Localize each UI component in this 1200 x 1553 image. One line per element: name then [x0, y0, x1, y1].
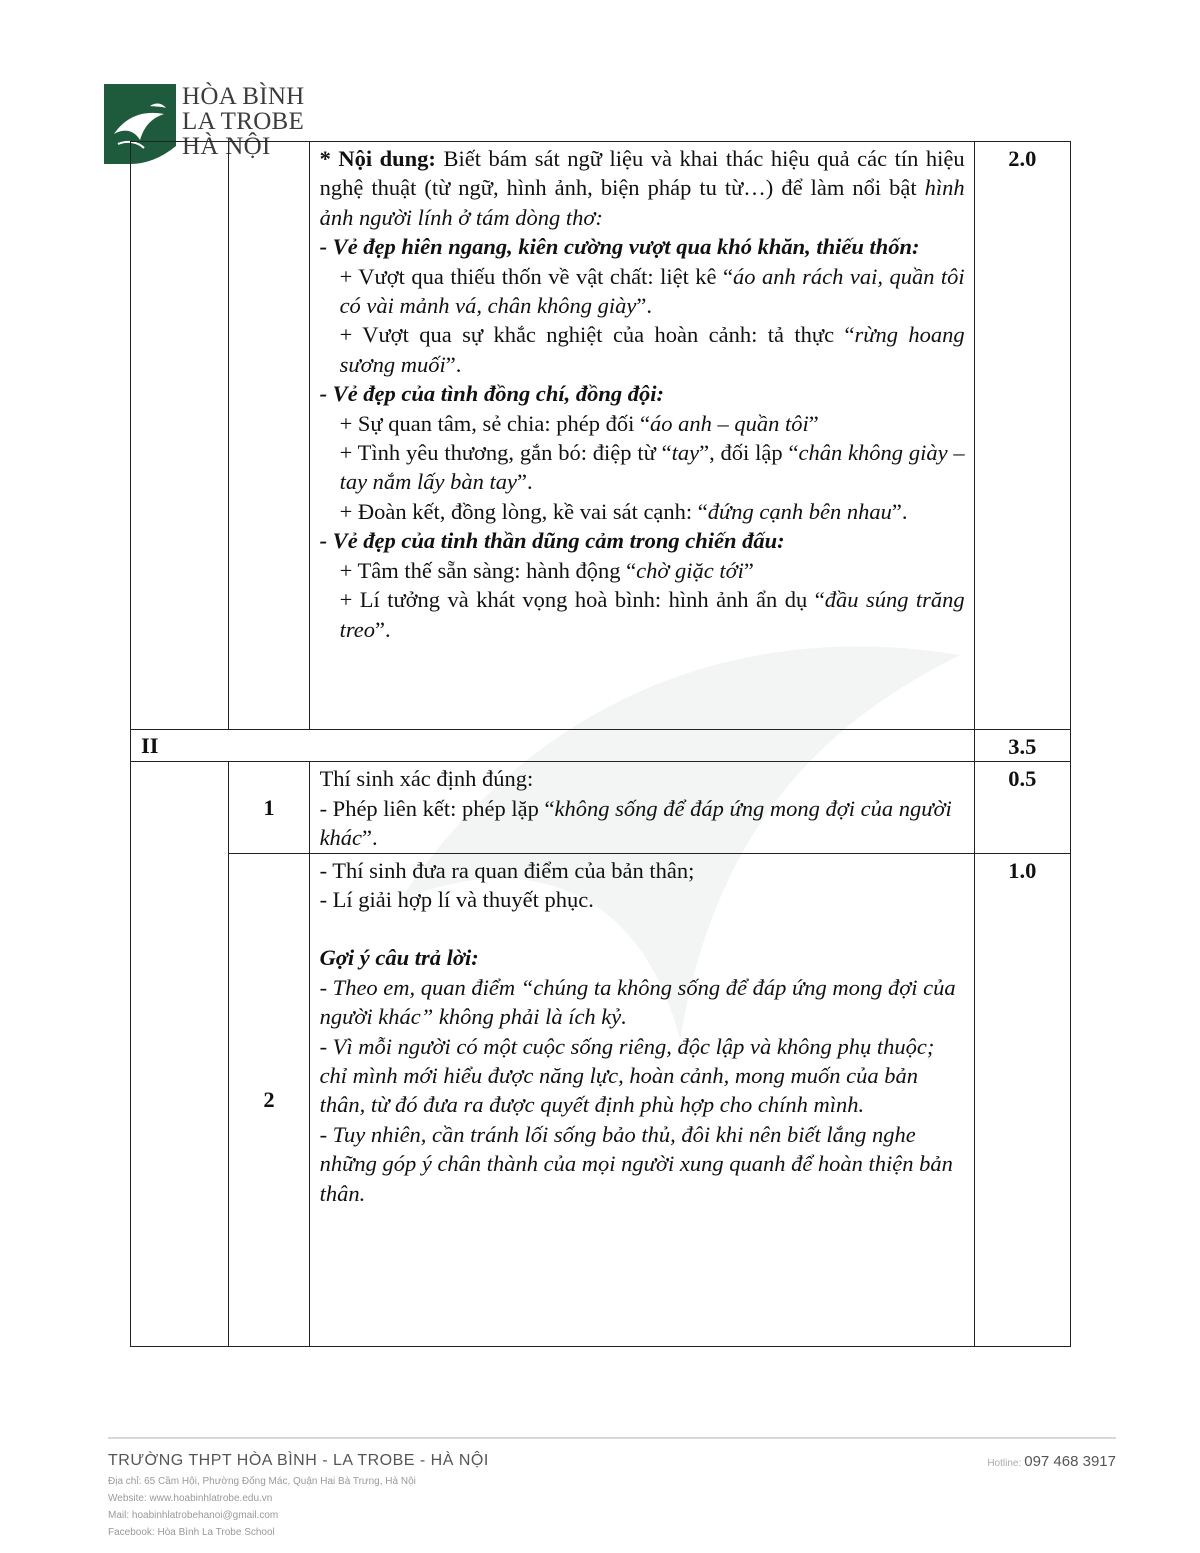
sub-heading-1: - Vẻ đẹp hiên ngang, kiên cường vượt qua khó khăn, thiếu thốn:	[319, 234, 920, 260]
bullet-2-2: + Tình yêu thương, gắn bó: điệp từ “tay”, đối lập “chân không giày – tay nắm lấy bàn tay”.	[339, 440, 965, 495]
hint-3: - Tuy nhiên, cần tránh lối sống bảo thủ, đôi khi nên biết lắng nghe những góp ý chân thành của mọi người xung quanh để hoàn thiện bản thân.	[319, 1121, 953, 1206]
question-number: 1	[229, 762, 309, 853]
heading-label: * Nội dung:	[319, 146, 436, 171]
hint-title: Gợi ý câu trả lời:	[319, 945, 479, 971]
bullet-2-1: + Sự quan tâm, sẻ chia: phép đối “áo anh – quần tôi”	[339, 410, 819, 436]
footer-hotline	[987, 1453, 1116, 1470]
bullet-2-3: + Đoàn kết, đồng lòng, kề vai sát cạnh: “đứng cạnh bên nhau”.	[339, 498, 908, 524]
table-row-section	[131, 730, 1071, 762]
heading-italic: hình ảnh người lính ở tám dòng thơ:	[319, 175, 965, 230]
footer-mail: Mail: hoabinhlatrobehanoi@gmail.com	[108, 1510, 279, 1521]
content-cell	[309, 853, 974, 1346]
logo-line-2: LA TROBE	[182, 108, 305, 135]
hotline-label: Hotline:	[987, 1458, 1022, 1469]
logo-line-3: HÀ NỘI	[182, 133, 271, 160]
answer-key-table	[130, 141, 1071, 1347]
footer-divider	[108, 1437, 1116, 1439]
content-cell	[309, 142, 974, 730]
table-row-q2	[131, 853, 1071, 1346]
question-number: 2	[229, 853, 309, 1346]
footer-website: Website: www.hoabinhlatrobe.edu.vn	[108, 1493, 273, 1504]
empty-cell	[131, 762, 229, 1346]
sub-heading-3: - Vẻ đẹp của tinh thần dũng cảm trong chiến đấu:	[319, 528, 785, 554]
logo-line-1: HÒA BÌNH	[182, 83, 305, 110]
score-cell: 0.5	[974, 762, 1070, 853]
table-row-content	[131, 142, 1071, 730]
q2-line-2: - Lí giải hợp lí và thuyết phục.	[319, 887, 594, 913]
section-score: 3.5	[974, 730, 1070, 762]
sub-heading-2: - Vẻ đẹp của tình đồng chí, đồng đội:	[319, 381, 664, 407]
bullet-1-2: + Vượt qua sự khắc nghiệt của hoàn cảnh: tả thực “rừng hoang sương muối”.	[339, 322, 965, 377]
score-cell: 2.0	[974, 142, 1070, 730]
footer-facebook: Facebook: Hòa Bình La Trobe School	[108, 1527, 275, 1538]
bullet-1-1: + Vượt qua thiếu thốn về vật chất: liệt kê “áo anh rách vai, quần tôi có vài mảnh vá, chân không giày”.	[339, 263, 965, 319]
empty-cell	[229, 142, 309, 730]
content-cell	[309, 762, 974, 853]
content-heading	[320, 144, 965, 232]
footer-school-name: TRƯỜNG THPT HÒA BÌNH - LA TROBE - HÀ NỘI	[108, 1452, 489, 1469]
hint-2: - Vì mỗi người có một cuộc sống riêng, độc lập và không phụ thuộc; chỉ mình mới hiểu được năng lực, hoàn cảnh, mong muốn của bản thân, từ đó đưa ra được quyết định phù hợp cho chính mình.	[319, 1033, 935, 1118]
hotline-number: 097 468 3917	[1024, 1453, 1116, 1470]
heading-text: Biết bám sát ngữ liệu và khai thác hiệu quả các tín hiệu nghệ thuật (từ ngữ, hình ảnh, biện pháp tu từ…) để làm nổi bật	[319, 146, 965, 201]
q1-line-1: Thí sinh xác định đúng:	[319, 766, 534, 792]
hint-1: - Theo em, quan điểm “chúng ta không sống để đáp ứng mong đợi của người khác” không phải là ích kỷ.	[319, 974, 956, 1030]
table-row-q1	[131, 762, 1071, 853]
footer-address: Địa chỉ: 65 Cầm Hội, Phường Đống Mác, Quận Hai Bà Trưng, Hà Nội	[108, 1476, 416, 1487]
q1-line-2: - Phép liên kết: phép lặp “không sống để đáp ứng mong đợi của người khác”.	[319, 795, 952, 851]
bullet-3-1: + Tâm thế sẵn sàng: hành động “chờ giặc tới”	[339, 557, 754, 583]
section-label: II	[131, 730, 975, 762]
score-cell: 1.0	[974, 853, 1070, 1346]
empty-cell	[131, 142, 229, 730]
bullet-3-2: + Lí tưởng và khát vọng hoà bình: hình ảnh ẩn dụ “đầu súng trăng treo”.	[339, 587, 965, 642]
q2-line-1: - Thí sinh đưa ra quan điểm của bản thân;	[319, 857, 695, 883]
